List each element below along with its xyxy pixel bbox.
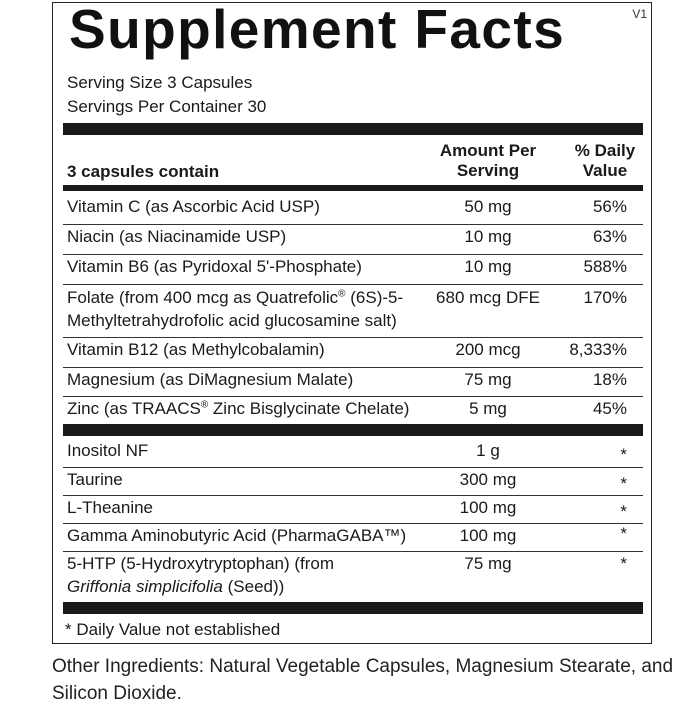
header-divider [63, 185, 643, 191]
registered-mark: ® [338, 288, 346, 300]
row-daily-value: * [620, 502, 627, 521]
row-name-line2: Methyltetrahydrofolic acid glucosamine salt) [67, 311, 397, 330]
header-amount-line1: Amount Per [439, 141, 537, 160]
row-amount: 300 mg [459, 470, 517, 489]
row-divider [63, 367, 643, 368]
row-name: Vitamin B12 (as Methylcobalamin) [67, 340, 325, 359]
row-daily-value: 18% [592, 370, 627, 389]
row-divider [63, 254, 643, 255]
row-name: Vitamin B6 (as Pyridoxal 5'-Phosphate) [67, 257, 362, 276]
row-daily-value: * [620, 554, 627, 573]
daily-value-footnote: * Daily Value not established [65, 620, 281, 639]
row-amount: 100 mg [459, 526, 517, 545]
row-amount: 75 mg [464, 370, 512, 389]
row-divider [63, 396, 643, 397]
row-daily-value: 8,333% [569, 340, 627, 359]
header-amount [433, 141, 543, 181]
row-daily-value: 45% [592, 399, 627, 418]
row-amount: 10 mg [464, 227, 512, 246]
header-dv-line1: % Daily [574, 141, 636, 160]
row-daily-value: 63% [592, 227, 627, 246]
row-divider [63, 224, 643, 225]
row-daily-value: 56% [592, 197, 627, 216]
header-contains: 3 capsules contain [67, 162, 220, 181]
row-name: Inositol NF [67, 441, 149, 460]
row-name [67, 287, 403, 309]
name-part: Folate (from 400 mcg as Quatrefolic [67, 288, 339, 307]
registered-mark: ® [200, 399, 209, 411]
row-name: Niacin (as Niacinamide USP) [67, 227, 287, 246]
row-name-line2 [67, 576, 284, 598]
row-name: Taurine [67, 470, 123, 489]
row-divider [63, 284, 643, 285]
row-amount: 75 mg [464, 554, 512, 573]
row-name: 5-HTP (5-Hydroxytryptophan) (from [67, 554, 335, 573]
header-amount-line2: Serving [456, 161, 520, 180]
row-amount: 680 mcg DFE [436, 288, 540, 307]
row-divider [63, 495, 643, 496]
version-label: V1 [632, 7, 647, 21]
serving-size: Serving Size 3 Capsules [67, 73, 253, 92]
header-dv-line2: Value [582, 161, 628, 180]
thick-divider-middle [63, 424, 643, 436]
row-name: L-Theanine [67, 498, 154, 517]
row-amount: 1 g [476, 441, 500, 460]
row-daily-value: * [620, 524, 627, 543]
row-daily-value: * [620, 445, 627, 464]
header-daily-value [565, 141, 645, 181]
row-amount: 50 mg [464, 197, 512, 216]
supplement-facts-panel [52, 2, 652, 644]
servings-per-container: Servings Per Container 30 [67, 97, 267, 116]
row-divider [63, 467, 643, 468]
row-name: Vitamin C (as Ascorbic Acid USP) [67, 197, 320, 216]
other-ingredients: Other Ingredients: Natural Vegetable Capsules, Magnesium Stearate, and Silicon Dioxide. [52, 656, 674, 704]
row-name [67, 398, 409, 420]
row-name: Magnesium (as DiMagnesium Malate) [67, 370, 354, 389]
row-name: Gamma Aminobutyric Acid (PharmaGABA™) [67, 526, 407, 545]
row-daily-value: 170% [583, 288, 627, 307]
row-divider [63, 551, 643, 552]
thick-divider-top [63, 123, 643, 135]
row-daily-value: 588% [583, 257, 627, 276]
panel-title: Supplement Facts [69, 0, 566, 60]
row-divider [63, 337, 643, 338]
thick-divider-bottom [63, 602, 643, 614]
row-amount: 10 mg [464, 257, 512, 276]
row-daily-value: * [620, 474, 627, 493]
species-name: Griffonia simplicifolia [67, 577, 223, 596]
name-part: Zinc Bisglycinate Chelate) [208, 399, 410, 418]
name-part: Zinc (as TRAACS [67, 399, 201, 418]
row-amount: 200 mcg [455, 340, 521, 359]
row-amount: 100 mg [459, 498, 517, 517]
name-part: (Seed)) [222, 577, 285, 596]
name-part: (6S)-5- [345, 288, 404, 307]
row-amount: 5 mg [469, 399, 507, 418]
